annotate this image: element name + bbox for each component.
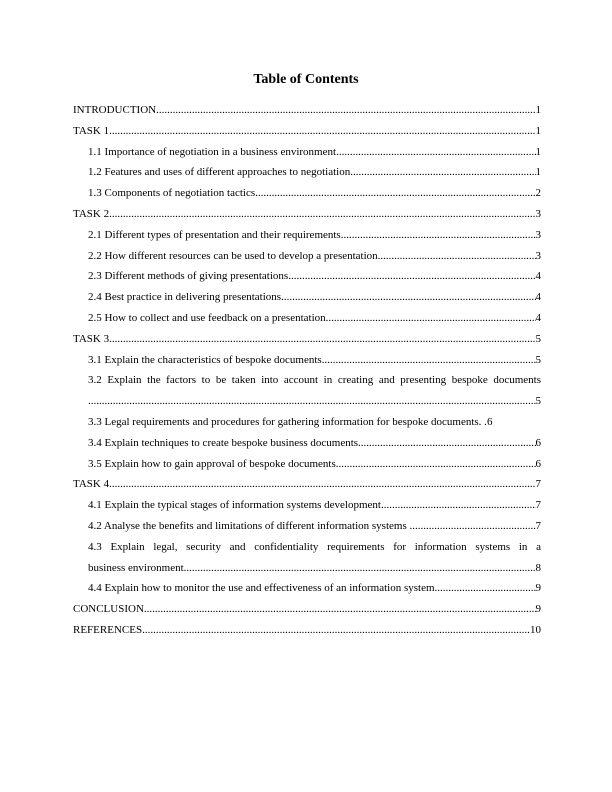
toc-page-number: 3 bbox=[535, 228, 541, 241]
toc-page-number: 4 bbox=[535, 311, 541, 324]
toc-page-number: 1 bbox=[535, 124, 541, 137]
toc-page-number: 7 bbox=[535, 499, 541, 512]
toc-page-number: 8 bbox=[535, 561, 541, 574]
toc-page-number: 1 bbox=[535, 104, 541, 116]
toc-entry-text: 2.3 Different methods of giving presentations bbox=[88, 270, 289, 283]
toc-entry-text: 1.1 Importance of negotiation in a business environment bbox=[88, 145, 337, 158]
toc-page-number: 2 bbox=[535, 187, 541, 200]
toc-entry-text: 1.2 Features and uses of different approaches to negotiation bbox=[88, 166, 351, 179]
toc-entry-conclusion[interactable] bbox=[73, 599, 541, 620]
toc-entry-2-3[interactable] bbox=[88, 266, 541, 287]
toc-page-number: 4 bbox=[535, 270, 541, 283]
toc-page-number: 4 bbox=[535, 291, 541, 304]
toc-entry-1-3[interactable] bbox=[88, 183, 541, 204]
toc-entry-text: 4.2 Analyse the benefits and limitations of different information systems bbox=[88, 519, 410, 532]
toc-entry-text: INTRODUCTION bbox=[73, 104, 157, 116]
toc-entry-1-1[interactable] bbox=[88, 142, 541, 163]
toc-page-number: 9 bbox=[535, 603, 541, 616]
toc-entry-introduction[interactable] bbox=[73, 100, 541, 121]
toc-page-number: 3 bbox=[535, 249, 541, 262]
toc-entry-text: 2.5 How to collect and use feedback on a presentation bbox=[88, 311, 326, 324]
toc-entry-text: CONCLUSION bbox=[73, 603, 144, 616]
toc-entry-text: 3.3 Legal requirements and procedures for gathering information for bespoke documents. . bbox=[88, 415, 487, 428]
toc-entry-task-1[interactable] bbox=[73, 121, 541, 142]
toc-entry-text: 4.4 Explain how to monitor the use and effectiveness of an information system bbox=[88, 582, 435, 595]
dot-leader bbox=[156, 100, 535, 121]
toc-entry-task-4[interactable] bbox=[73, 474, 541, 495]
toc-page-number: 9 bbox=[535, 582, 541, 595]
toc-entry-text: TASK 4 bbox=[73, 478, 110, 491]
toc-entry-4-1[interactable] bbox=[88, 495, 541, 516]
dot-leader bbox=[341, 225, 536, 246]
dot-leader bbox=[109, 329, 535, 350]
dot-leader bbox=[378, 246, 536, 267]
toc-entry-2-4[interactable] bbox=[88, 287, 541, 308]
toc-entry-3-4[interactable] bbox=[88, 433, 541, 454]
toc-entry-text: 3.2 Explain the factors to be taken into account in creating and presenting bespoke documents bbox=[88, 374, 541, 387]
toc-entry-3-2[interactable] bbox=[88, 370, 541, 412]
toc-entry-text: 4.1 Explain the typical stages of information systems development bbox=[88, 499, 381, 512]
toc-entry-text: 3.5 Explain how to gain approval of bespoke documents bbox=[88, 457, 336, 470]
toc-entry-task-2[interactable] bbox=[73, 204, 541, 225]
dot-leader bbox=[410, 516, 536, 537]
dot-leader bbox=[184, 558, 536, 579]
toc-title: Table of Contents bbox=[253, 72, 359, 87]
dot-leader bbox=[109, 121, 535, 142]
toc-page-number: 5 bbox=[535, 332, 541, 345]
toc-page-number: 6 bbox=[535, 436, 541, 449]
toc-entry-4-3[interactable] bbox=[88, 537, 541, 579]
toc-entry-text: 1.3 Components of negotiation tactics bbox=[88, 187, 256, 200]
toc-page-number: 5 bbox=[535, 353, 541, 366]
dot-leader bbox=[88, 391, 536, 412]
toc-entry-text: 3.4 Explain techniques to create bespoke business documents bbox=[88, 436, 359, 449]
toc-entry-1-2[interactable] bbox=[88, 162, 541, 183]
toc-entry-text-continued: business environment bbox=[88, 561, 184, 574]
dot-leader bbox=[358, 433, 535, 454]
dot-leader bbox=[322, 350, 536, 371]
toc-entry-text: TASK 1 bbox=[73, 124, 110, 137]
toc-page-number: 6 bbox=[486, 415, 493, 428]
toc-entry-text: 4.3 Explain legal, security and confidentiality requirements for information systems in a bbox=[88, 540, 541, 553]
toc-page-number: 5 bbox=[535, 395, 541, 408]
toc-entry-2-1[interactable] bbox=[88, 225, 541, 246]
dot-leader bbox=[336, 454, 536, 475]
toc-page-number: 1 bbox=[535, 166, 541, 179]
dot-leader bbox=[435, 578, 536, 599]
toc-entry-3-5[interactable] bbox=[88, 454, 541, 475]
dot-leader bbox=[281, 287, 535, 308]
toc-page-number: 10 bbox=[530, 623, 541, 636]
dot-leader bbox=[336, 142, 535, 163]
toc-entry-text: 2.4 Best practice in delivering presentations bbox=[88, 291, 282, 304]
toc-page-number: 6 bbox=[535, 457, 541, 470]
table-of-contents bbox=[73, 100, 541, 641]
toc-entry-4-2[interactable] bbox=[88, 516, 541, 537]
toc-entry-text: 2.1 Different types of presentation and their requirements bbox=[88, 228, 341, 241]
toc-entry-references[interactable] bbox=[73, 620, 541, 641]
dot-leader bbox=[255, 183, 535, 204]
dot-leader bbox=[144, 599, 536, 620]
toc-entry-task-3[interactable] bbox=[73, 329, 541, 350]
toc-entry-text: REFERENCES bbox=[73, 623, 143, 636]
toc-entry-3-1[interactable] bbox=[88, 350, 541, 371]
toc-page-number: 3 bbox=[535, 207, 541, 220]
toc-entry-3-3[interactable] bbox=[88, 412, 541, 433]
toc-entry-text: TASK 2 bbox=[73, 207, 110, 220]
dot-leader bbox=[381, 495, 536, 516]
dot-leader bbox=[142, 620, 530, 641]
dot-leader bbox=[326, 308, 536, 329]
dot-leader bbox=[288, 266, 535, 287]
toc-entry-2-2[interactable] bbox=[88, 246, 541, 267]
dot-leader bbox=[109, 474, 535, 495]
toc-entry-2-5[interactable] bbox=[88, 308, 541, 329]
toc-entry-text: 3.1 Explain the characteristics of bespoke documents bbox=[88, 353, 322, 366]
dot-leader bbox=[109, 204, 535, 225]
toc-entry-4-4[interactable] bbox=[88, 578, 541, 599]
toc-page-number: 1 bbox=[535, 145, 541, 158]
dot-leader bbox=[350, 162, 535, 183]
toc-page-number: 7 bbox=[535, 478, 541, 491]
toc-entry-text: 2.2 How different resources can be used to develop a presentation bbox=[88, 249, 378, 262]
toc-entry-text: TASK 3 bbox=[73, 332, 110, 345]
toc-page-number: 7 bbox=[535, 519, 541, 532]
